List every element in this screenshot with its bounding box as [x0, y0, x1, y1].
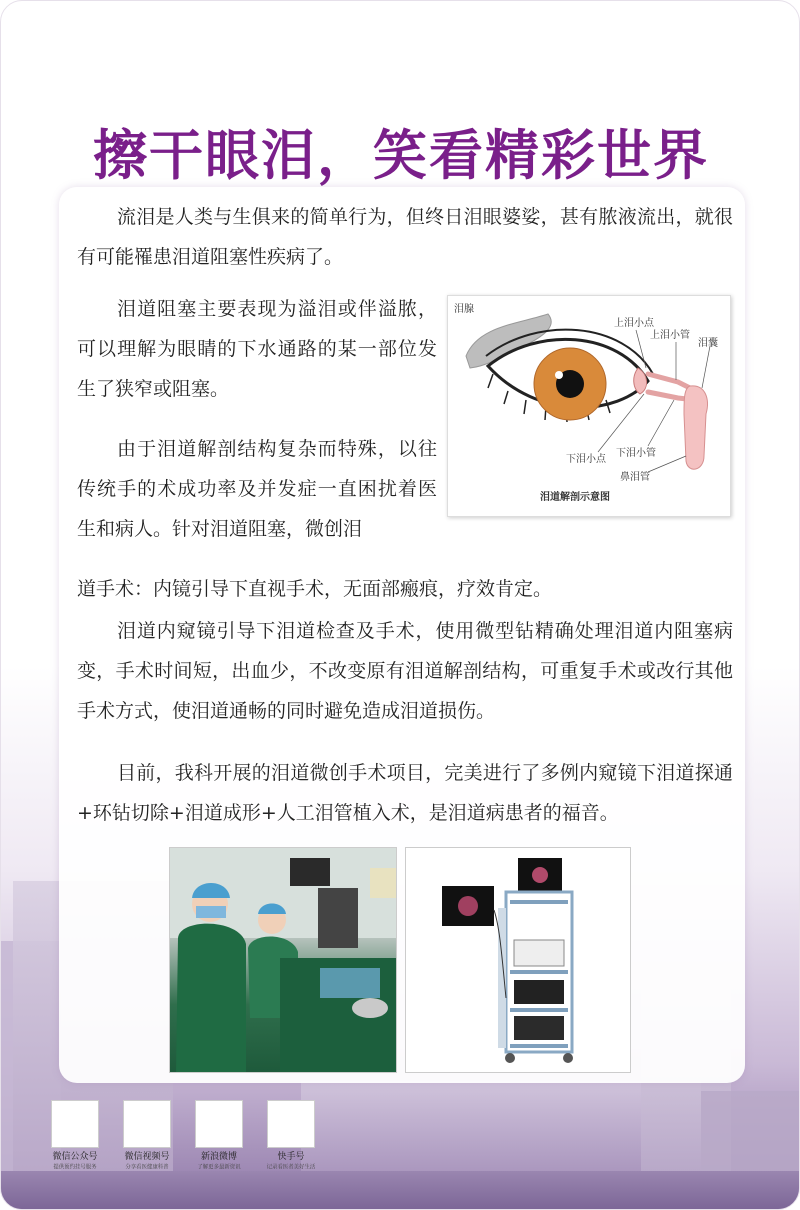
label-upper-canaliculus: 上泪小管: [650, 330, 690, 341]
qr-code-icon: [196, 1101, 242, 1147]
page-title: 擦干眼泪，笑看精彩世界: [93, 124, 709, 187]
endoscope-equipment-photo: [405, 847, 631, 1073]
paragraph-surgery: 道手术：内镜引导下直视手术，无面部瘢痕，疗效肯定。: [77, 578, 553, 600]
qr-wechat-official[interactable]: [45, 1101, 105, 1171]
label-lower-canaliculus: 下泪小管: [616, 448, 656, 459]
lacrimal-anatomy-diagram: [447, 295, 731, 517]
surgery-photo: [169, 847, 397, 1073]
qr-kuaishou[interactable]: [261, 1101, 321, 1171]
diagram-caption: 泪道解剖示意图: [540, 492, 610, 503]
qr-weibo[interactable]: [189, 1101, 249, 1171]
qr-code-row: [31, 1101, 361, 1181]
qr-code-icon: [124, 1101, 170, 1147]
qr-label: 微信公众号: [52, 1152, 98, 1162]
paragraph-intro: 流泪是人类与生俱来的简单行为，但终日泪眼婆娑，甚有脓液流出，就很有可能罹患泪道阻塞性疾病了。: [77, 206, 733, 268]
qr-sublabel: 记录看医者美好生活: [266, 1164, 316, 1171]
label-upper-punctum: 上泪小点: [614, 318, 654, 329]
paragraph-symptoms: [77, 289, 437, 409]
qr-wechat-video[interactable]: [117, 1101, 177, 1171]
qr-label: 快手号: [277, 1152, 305, 1162]
qr-sublabel: 了解更多最新资讯: [197, 1164, 241, 1171]
qr-code-icon: [52, 1101, 98, 1147]
pupil-highlight: [555, 371, 563, 379]
paragraph-difficulty: 由于泪道解剖结构复杂而特殊，以往传统手的术成功率及并发症一直困扰着医生和病人。针对泪道阻塞，微创泪: [77, 438, 437, 540]
label-lacrimal-sac: 泪囊: [698, 338, 718, 349]
qr-label: 新浪微博: [200, 1152, 237, 1162]
lacrimal-sac: [684, 386, 707, 469]
qr-label: 微信视频号: [124, 1152, 170, 1162]
paragraph-endoscope: 泪道内窥镜引导下泪道检查及手术，使用微型钻精确处理泪道内阻塞病变，手术时间短，出血少，不改变原有泪道解剖结构，可重复手术或改行其他手术方式，使泪道通畅的同时避免造成泪道损伤。: [77, 620, 733, 722]
qr-code-icon: [268, 1101, 314, 1147]
label-nasolacrimal-duct: 鼻泪管: [620, 472, 650, 483]
label-lower-punctum: 下泪小点: [566, 454, 606, 465]
label-gland: 泪腺: [454, 304, 474, 315]
qr-sublabel: 提供预约挂号服务: [53, 1164, 97, 1171]
paragraph-symptoms-text: 泪道阻塞主要表现为溢泪或伴溢脓，可以理解为眼睛的下水通路的某一部位发生了狭窄或阻塞。: [77, 298, 437, 400]
qr-sublabel: 分享看医健康科普: [125, 1164, 169, 1171]
paragraph-current: 目前，我科开展的泪道微创手术项目，完美进行了多例内窥镜下泪道探通+环钻切除+泪道成形+人工泪管植入术，是泪道病患者的福音。: [77, 762, 733, 824]
